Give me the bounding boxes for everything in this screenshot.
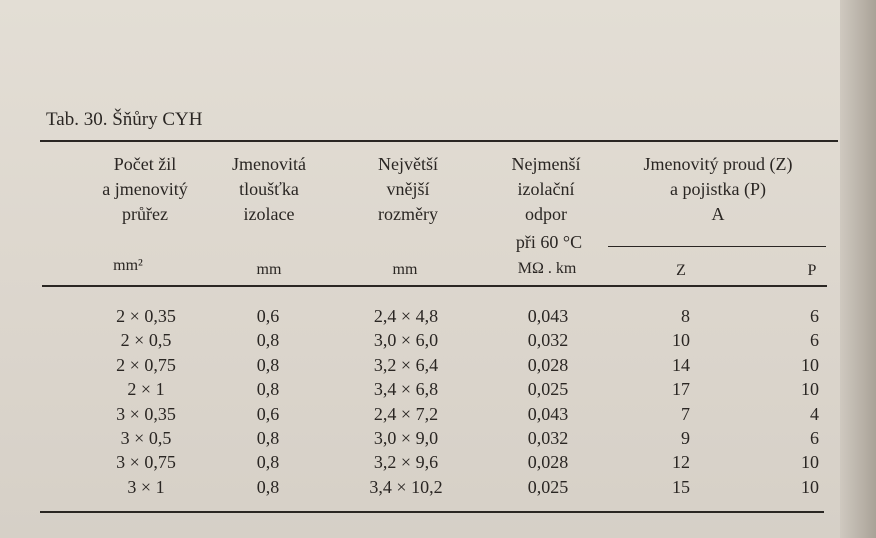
unit-col1: mm² [113,257,143,274]
cell-insulation: 0,8 [256,428,280,448]
cell-fuse-p: 6 [810,428,819,448]
page-edge-shadow [840,0,876,538]
header-col4-line2: izolační [517,179,575,199]
cell-resistance: 0,032 [527,428,569,448]
header-col3-line1: Největší [378,154,438,174]
header-col5-line3: A [711,204,725,224]
cell-current-z: 14 [672,354,690,375]
cell-fuse-p: 10 [801,379,819,400]
cell-insulation: 0,6 [256,403,280,424]
cell-dimensions: 3,2 × 6,4 [373,354,439,375]
header-col1-line1: Počet žil [113,154,177,174]
cell-current-z: 8 [681,306,690,326]
cell-cross-section: 2 × 0,75 [116,354,176,375]
cell-resistance: 0,043 [527,403,569,424]
cell-dimensions: 2,4 × 7,2 [373,403,439,424]
cell-dimensions: 2,4 × 4,8 [373,306,439,326]
cell-cross-section: 3 × 0,75 [116,452,176,473]
unit-col3: mm [392,261,418,278]
cell-dimensions: 3,0 × 6,0 [373,330,439,351]
header-col2-line2: tloušťka [239,179,299,199]
cell-resistance: 0,028 [527,354,569,375]
cell-cross-section: 3 × 0,35 [116,403,176,424]
cell-dimensions: 3,0 × 9,0 [373,428,439,448]
cell-current-z: 10 [672,330,690,351]
cell-insulation: 0,8 [256,379,280,400]
header-col3-line2: vnější [386,179,430,199]
cell-current-z: 15 [672,476,690,497]
cell-fuse-p: 10 [801,476,819,497]
header-col3-line3: rozměry [378,204,438,224]
cell-cross-section: 3 × 1 [127,476,165,497]
unit-z: Z [676,262,686,279]
unit-p: P [807,262,817,279]
cell-insulation: 0,8 [256,330,280,351]
cell-cross-section: 3 × 0,5 [120,428,172,448]
cell-fuse-p: 10 [801,452,819,473]
current-subheader-rule [608,246,826,247]
cell-cross-section: 2 × 1 [127,379,165,400]
cell-resistance: 0,025 [527,476,569,497]
cell-current-z: 17 [672,379,690,400]
header-col4-line3: odpor [525,204,567,224]
cell-insulation: 0,8 [256,354,280,375]
header-col2-line3: izolace [243,204,295,224]
top-rule [40,140,838,142]
cell-resistance: 0,025 [527,379,569,400]
cell-insulation: 0,8 [256,476,280,497]
cell-current-z: 12 [672,452,690,473]
cell-dimensions: 3,2 × 9,6 [373,452,439,473]
cell-fuse-p: 6 [810,330,819,351]
cell-insulation: 0,8 [256,452,280,473]
header-bottom-rule [42,285,827,287]
cell-cross-section: 2 × 0,35 [116,306,176,326]
unit-col4: MΩ . km [517,260,577,277]
cell-resistance: 0,028 [527,452,569,473]
header-col1-line3: průřez [122,204,168,224]
header-col4-line1: Nejmenší [511,154,581,174]
cell-resistance: 0,032 [527,330,569,351]
cell-dimensions: 3,4 × 6,8 [373,379,439,400]
cell-current-z: 7 [681,403,690,424]
table-title: Tab. 30. Šňůry CYH [46,109,203,130]
header-col5-line2: a pojistka (P) [670,179,766,199]
cell-fuse-p: 10 [801,354,819,375]
cell-fuse-p: 6 [810,306,819,326]
cell-cross-section: 2 × 0,5 [120,330,172,351]
cell-insulation: 0,6 [256,306,280,326]
cell-current-z: 9 [681,428,690,448]
unit-col2: mm [256,261,282,278]
header-col5-line1: Jmenovitý proud (Z) [643,154,793,174]
cell-resistance: 0,043 [527,306,569,326]
header-col1-line2: a jmenovitý [102,179,188,199]
header-col2-line1: Jmenovitá [232,154,306,174]
cell-dimensions: 3,4 × 10,2 [369,476,443,497]
cell-fuse-p: 4 [810,403,819,424]
bottom-rule [40,511,824,513]
header-col4-line4: při 60 °C [515,232,583,252]
